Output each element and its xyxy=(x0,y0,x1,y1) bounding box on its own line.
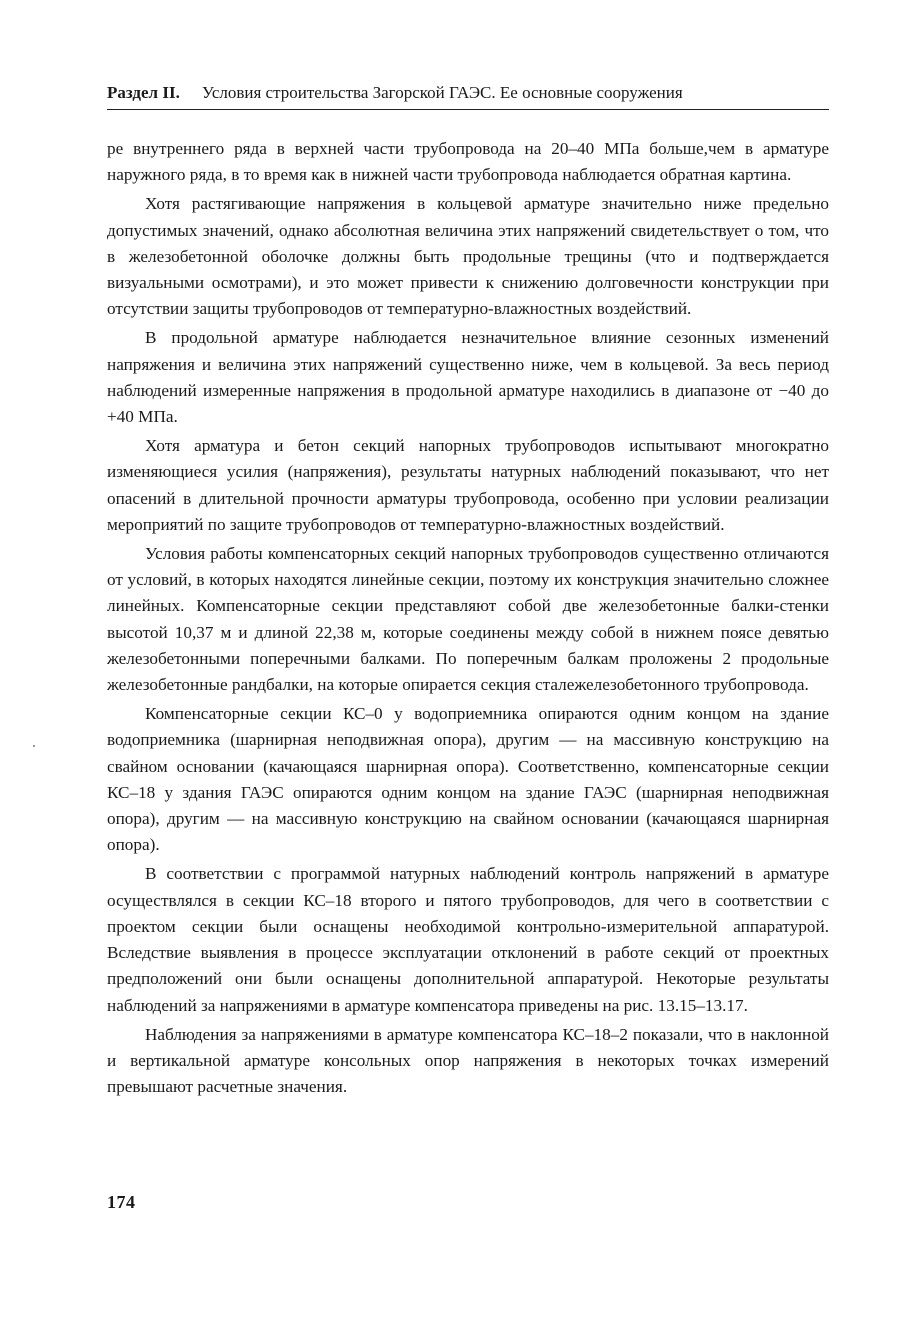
paragraph-6: Компенсаторные секции КС–0 у водоприемника опираются одним концом на здание водоприемника (шарнирная неподвижная опора), другим — на массивную конструкцию на свайном основании (качающаяся шарнирная опора). Соответственно, компенсаторные секции КС–18 у здания ГАЭС опираются одним концом на здание ГАЭС (шарнирная неподвижная опора), другим — на массивную конструкцию на свайном основании (качающаяся шарнирная опора). xyxy=(107,704,829,855)
page-number: 174 xyxy=(107,1192,136,1212)
body-text xyxy=(107,136,829,1100)
running-head xyxy=(107,82,829,110)
paragraph-5: Условия работы компенсаторных секций напорных трубопроводов существенно отличаются от условий, в которых находятся линейные секции, поэтому их конструкция значительно сложнее линейных. Компенсаторные секции представляют собой две железобетонные балки-стенки высотой 10,37 м и длиной 22,38 м, которые соединены между собой в нижнем поясе девятью железобетонными поперечными балками. По поперечным балкам проложены 2 продольные железобетонные рандбалки, на которые опирается секция сталежелезобетонного трубопровода. xyxy=(107,544,829,695)
paragraph-8: Наблюдения за напряжениями в арматуре компенсатора КС–18–2 показали, что в наклонной и вертикальной арматуре консольных опор напряжения в некоторых точках измерений превышают расчетные значения. xyxy=(107,1024,829,1097)
paragraph-4: Хотя арматура и бетон секций напорных трубопроводов испытывают многократно изменяющиеся усилия (напряжения), результаты натурных наблюдений показывают, что нет опасений в длительной прочности арматуры трубопровода, особенно при условии реализации мероприятий по защите трубопроводов от температурно-влажностных воздействий. xyxy=(107,436,829,534)
paragraph-1: ре внутреннего ряда в верхней части трубопровода на 20–40 МПа больше,чем в арматуре наружного ряда, в то время как в нижней части трубопровода наблюдается обратная картина. xyxy=(107,139,829,185)
running-head-title: Условия строительства Загорской ГАЭС. Ее основные сооружения xyxy=(201,83,683,102)
paragraph-7: В соответствии с программой натурных наблюдений контроль напряжений в арматуре осуществлялся в секции КС–18 второго и пятого трубопроводов, для чего в соответствии с проектом секции были оснащены необходимой контрольно-измерительной аппаратурой. Вследствие выявления в процессе эксплуатации отклонений в работе секций от проектных предположений они были оснащены дополнительной аппаратурой. Некоторые результаты наблюдений за напряжениями в арматуре компенсатора приведены на рис. 13.15–13.17. xyxy=(107,864,829,1015)
paragraph-3: В продольной арматуре наблюдается незначительное влияние сезонных изменений напряжения и величина этих напряжений существенно ниже, чем в кольцевой. За весь период наблюдений измеренные напряжения в продольной арматуре находились в диапазоне от −40 до +40 МПа. xyxy=(107,328,829,427)
section-label: Раздел II. xyxy=(107,83,180,102)
margin-speck xyxy=(33,745,35,747)
paragraph-2: Хотя растягивающие напряжения в кольцевой арматуре значительно ниже предельно допустимых значений, однако абсолютная величина этих напряжений свидетельствует о том, что в железобетонной оболочке должны быть продольные трещины (что и подтверждается визуальными осмотрами), и это может привести к снижению долговечности конструкции при отсутствии защиты трубопроводов от температурно-влажностных воздействий. xyxy=(107,194,829,319)
page-content xyxy=(107,82,829,1103)
